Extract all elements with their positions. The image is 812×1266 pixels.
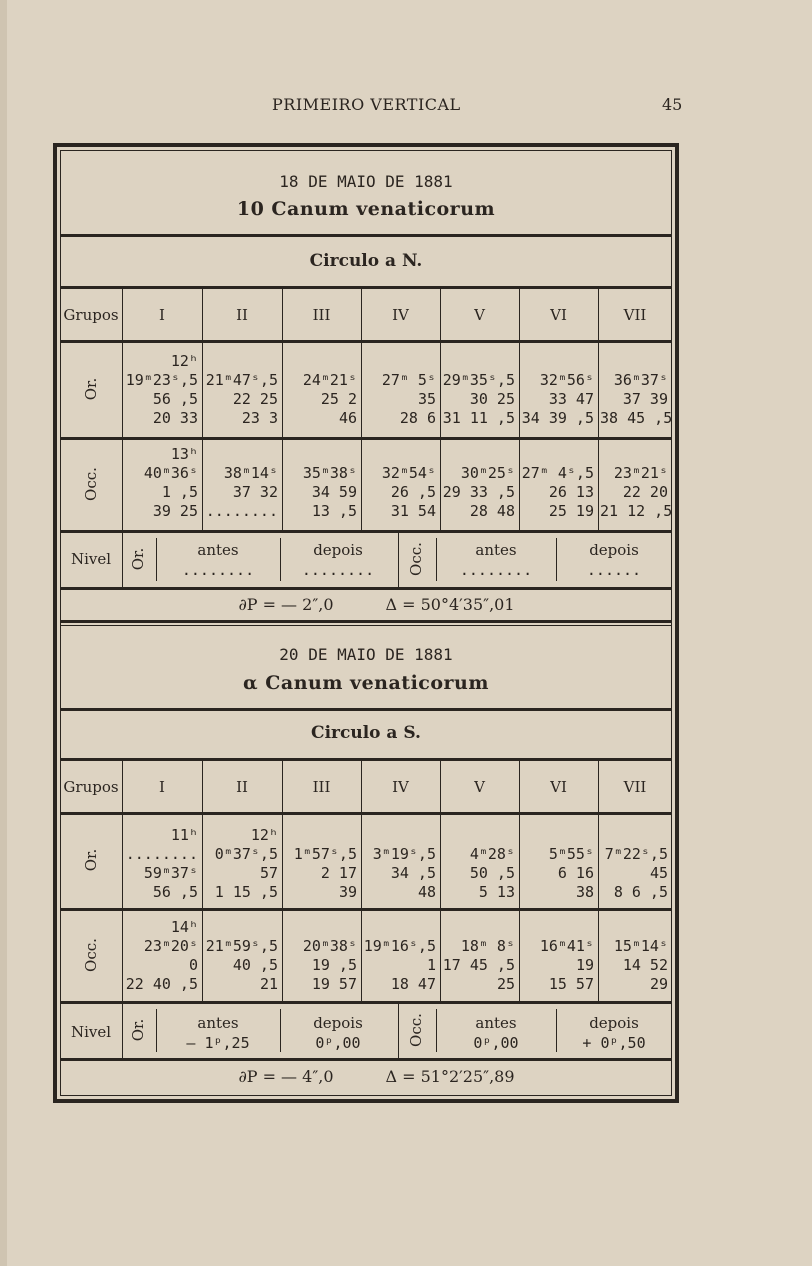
or-cell: 45: [649, 864, 668, 882]
column-rule: [398, 533, 399, 587]
column-rule: [440, 761, 441, 1001]
occ-cell: 28 48: [469, 502, 515, 520]
formula-delta: Δ = 51°2′25″,89: [385, 1067, 515, 1086]
circle-heading: Circulo a N.: [309, 251, 423, 271]
or-cell: 57: [259, 864, 278, 882]
group-column-header: III: [312, 778, 331, 796]
or-cell: 34 39 ,5: [521, 409, 594, 427]
rule-line: [60, 286, 672, 289]
or-cell: 30 25: [469, 390, 515, 408]
or-cell: 21ᵐ47ˢ,5: [205, 371, 278, 389]
star-name: α Canum venaticorum: [243, 672, 489, 694]
occ-cell: 15ᵐ14ˢ: [613, 937, 668, 955]
or-cell: 2 17: [320, 864, 357, 882]
occ-cell: 0: [188, 956, 198, 974]
nivel-or-depois-value: 0ᵖ,00: [315, 1034, 361, 1052]
occ-cell: 20ᵐ38ˢ: [302, 937, 357, 955]
occ-cell: 29 33 ,5: [442, 483, 515, 501]
or-cell: 25 2: [320, 390, 357, 408]
rule-line: [60, 1058, 672, 1061]
or-cell: 8 6 ,5: [613, 883, 668, 901]
occ-cell: 23ᵐ20ˢ: [143, 937, 198, 955]
occ-cell: 19 ,5: [311, 956, 357, 974]
grupos-label: Grupos: [63, 306, 119, 324]
group-column-header: VII: [623, 778, 647, 796]
nivel-occ-antes-heading: antes: [475, 1014, 517, 1032]
nivel-occ-depois-heading: depois: [589, 541, 639, 559]
column-rule: [440, 289, 441, 530]
rule-line: [60, 340, 672, 343]
column-rule: [361, 761, 362, 1001]
occ-cell: 37 32: [232, 483, 278, 501]
or-cell: 38 45 ,5: [600, 409, 673, 427]
or-cell: 1 15 ,5: [214, 883, 278, 901]
formula-delta: Δ = 50°4′35″,01: [385, 595, 515, 614]
column-rule: [202, 289, 203, 530]
nivel-or-label: Or.: [129, 1018, 147, 1041]
occ-cell: 21 12 ,5: [600, 502, 673, 520]
group-column-header: VI: [550, 778, 567, 796]
occ-label: Occ.: [82, 937, 100, 972]
nivel-occ-antes-heading: antes: [475, 541, 517, 559]
nivel-label: Nivel: [70, 550, 112, 568]
rule-line: [60, 530, 672, 533]
rule-line: [60, 625, 672, 626]
or-cell: ........: [125, 845, 198, 863]
or-cell: 3ᵐ19ˢ,5: [372, 845, 436, 863]
column-rule: [598, 289, 599, 530]
or-cell: 12ʰ: [250, 826, 278, 844]
group-column-header: V: [474, 778, 485, 796]
grupos-label: Grupos: [63, 778, 119, 796]
occ-cell: 34 59: [311, 483, 357, 501]
occ-cell: 38ᵐ14ˢ: [223, 464, 278, 482]
occ-cell: 19 57: [311, 975, 357, 993]
group-column-header: IV: [392, 778, 409, 796]
or-cell: 12ʰ: [170, 352, 198, 370]
rule-line: [60, 587, 672, 590]
or-cell: 29ᵐ35ˢ,5: [442, 371, 515, 389]
nivel-or-depois-heading: depois: [313, 1014, 363, 1032]
nivel-or-antes-heading: antes: [197, 541, 239, 559]
occ-cell: 21ᵐ59ˢ,5: [205, 937, 278, 955]
column-rule: [122, 289, 123, 530]
nivel-occ-depois-value: ......: [586, 561, 642, 579]
or-cell: 19ᵐ23ˢ,5: [125, 371, 198, 389]
occ-cell: 23ᵐ21ˢ: [613, 464, 668, 482]
occ-cell: 19ᵐ16ˢ,5: [363, 937, 436, 955]
group-column-header: V: [474, 306, 485, 324]
column-rule: [598, 761, 599, 1001]
column-rule: [122, 761, 123, 1001]
or-cell: 5ᵐ55ˢ: [548, 845, 594, 863]
or-cell: 23 3: [241, 409, 278, 427]
occ-cell: 16ᵐ41ˢ: [539, 937, 594, 955]
group-column-header: II: [236, 778, 248, 796]
nivel-occ-antes-value: 0ᵖ,00: [473, 1034, 519, 1052]
or-cell: 36ᵐ37ˢ: [613, 371, 668, 389]
or-label: Or.: [82, 377, 100, 400]
group-column-header: IV: [392, 306, 409, 324]
column-rule: [282, 289, 283, 530]
running-header-title: PRIMEIRO VERTICAL: [272, 95, 461, 114]
nivel-or-antes-value: ........: [181, 561, 255, 579]
occ-cell: 39 25: [152, 502, 198, 520]
occ-cell: 14ʰ: [170, 918, 198, 936]
occ-cell: 17 45 ,5: [442, 956, 515, 974]
formula-dp: ∂P = — 2″,0: [238, 595, 334, 614]
rule-line: [60, 812, 672, 815]
column-rule: [122, 1004, 123, 1058]
nivel-or-antes-value: — 1ᵖ,25: [186, 1034, 250, 1052]
or-cell: 22 25: [232, 390, 278, 408]
or-cell: 34 ,5: [390, 864, 436, 882]
nivel-label: Nivel: [70, 1023, 112, 1041]
or-cell: 31 11 ,5: [442, 409, 515, 427]
date-heading: 18 DE MAIO DE 1881: [279, 172, 453, 191]
occ-cell: 18ᵐ 8ˢ: [460, 937, 515, 955]
group-column-header: VII: [623, 306, 647, 324]
occ-cell: 19: [575, 956, 594, 974]
rule-line: [60, 620, 672, 623]
or-cell: 4ᵐ28ˢ: [469, 845, 515, 863]
nivel-occ-depois-heading: depois: [589, 1014, 639, 1032]
rule-line: [60, 437, 672, 440]
or-cell: 56 ,5: [152, 883, 198, 901]
or-label: Or.: [82, 848, 100, 872]
column-rule: [361, 289, 362, 530]
star-name: 10 Canum venaticorum: [236, 198, 496, 220]
occ-cell: 26 ,5: [390, 483, 436, 501]
occ-label: Occ.: [82, 466, 100, 501]
or-cell: 48: [417, 883, 436, 901]
occ-cell: 40ᵐ36ˢ: [143, 464, 198, 482]
occ-cell: 40 ,5: [232, 956, 278, 974]
or-cell: 24ᵐ21ˢ: [302, 371, 357, 389]
rule-line: [60, 1001, 672, 1004]
occ-cell: 32ᵐ54ˢ: [381, 464, 436, 482]
nivel-or-depois-heading: depois: [313, 541, 363, 559]
rule-line: [60, 908, 672, 911]
occ-cell: 14 52: [622, 956, 668, 974]
occ-cell: 1 ,5: [161, 483, 198, 501]
occ-cell: 22 20: [622, 483, 668, 501]
or-cell: 38: [575, 883, 594, 901]
nivel-or-depois-value: ........: [301, 561, 375, 579]
nivel-or-label: Or.: [129, 547, 147, 570]
or-cell: 35: [417, 390, 436, 408]
occ-cell: 13 ,5: [311, 502, 357, 520]
occ-cell: 29: [649, 975, 668, 993]
occ-cell: 22 40 ,5: [125, 975, 198, 993]
occ-cell: 27ᵐ 4ˢ,5: [521, 464, 594, 482]
or-cell: 7ᵐ22ˢ,5: [604, 845, 668, 863]
nivel-occ-label: Occ.: [407, 1012, 425, 1047]
occ-cell: ........: [205, 502, 278, 520]
occ-cell: 31 54: [390, 502, 436, 520]
or-cell: 6 16: [557, 864, 594, 882]
or-cell: 11ʰ: [170, 826, 198, 844]
column-rule: [519, 761, 520, 1001]
or-cell: 0ᵐ37ˢ,5: [214, 845, 278, 863]
or-cell: 59ᵐ37ˢ: [143, 864, 198, 882]
nivel-or-antes-heading: antes: [197, 1014, 239, 1032]
formula-dp: ∂P = — 4″,0: [238, 1067, 334, 1086]
rule-line: [60, 758, 672, 761]
column-rule: [282, 761, 283, 1001]
rule-line: [60, 708, 672, 711]
occ-cell: 15 57: [548, 975, 594, 993]
or-cell: 20 33: [152, 409, 198, 427]
occ-cell: 1: [426, 956, 436, 974]
rule-line: [60, 234, 672, 237]
or-cell: 28 6: [399, 409, 436, 427]
circle-heading: Circulo a S.: [311, 723, 421, 743]
group-column-header: I: [159, 306, 165, 324]
date-heading: 20 DE MAIO DE 1881: [279, 645, 453, 664]
column-rule: [202, 761, 203, 1001]
or-cell: 46: [338, 409, 357, 427]
occ-cell: 25: [496, 975, 515, 993]
or-cell: 27ᵐ 5ˢ: [381, 371, 436, 389]
or-cell: 1ᵐ57ˢ,5: [293, 845, 357, 863]
occ-cell: 21: [259, 975, 278, 993]
group-column-header: VI: [550, 306, 567, 324]
occ-cell: 30ᵐ25ˢ: [460, 464, 515, 482]
occ-cell: 35ᵐ38ˢ: [302, 464, 357, 482]
occ-cell: 13ʰ: [170, 445, 198, 463]
nivel-occ-label: Occ.: [407, 541, 425, 576]
page-edge: [0, 0, 7, 1266]
group-column-header: I: [159, 778, 165, 796]
occ-cell: 18 47: [390, 975, 436, 993]
column-rule: [398, 1004, 399, 1058]
or-cell: 33 47: [548, 390, 594, 408]
column-rule: [519, 289, 520, 530]
or-cell: 37 39: [622, 390, 668, 408]
or-cell: 39: [338, 883, 357, 901]
or-cell: 56 ,5: [152, 390, 198, 408]
occ-cell: 26 13: [548, 483, 594, 501]
nivel-occ-antes-value: ........: [459, 561, 533, 579]
or-cell: 50 ,5: [469, 864, 515, 882]
or-cell: 32ᵐ56ˢ: [539, 371, 594, 389]
group-column-header: II: [236, 306, 248, 324]
occ-cell: 25 19: [548, 502, 594, 520]
or-cell: 5 13: [478, 883, 515, 901]
column-rule: [122, 533, 123, 587]
nivel-occ-depois-value: + 0ᵖ,50: [582, 1034, 646, 1052]
page-number: 45: [662, 95, 683, 114]
group-column-header: III: [312, 306, 331, 324]
